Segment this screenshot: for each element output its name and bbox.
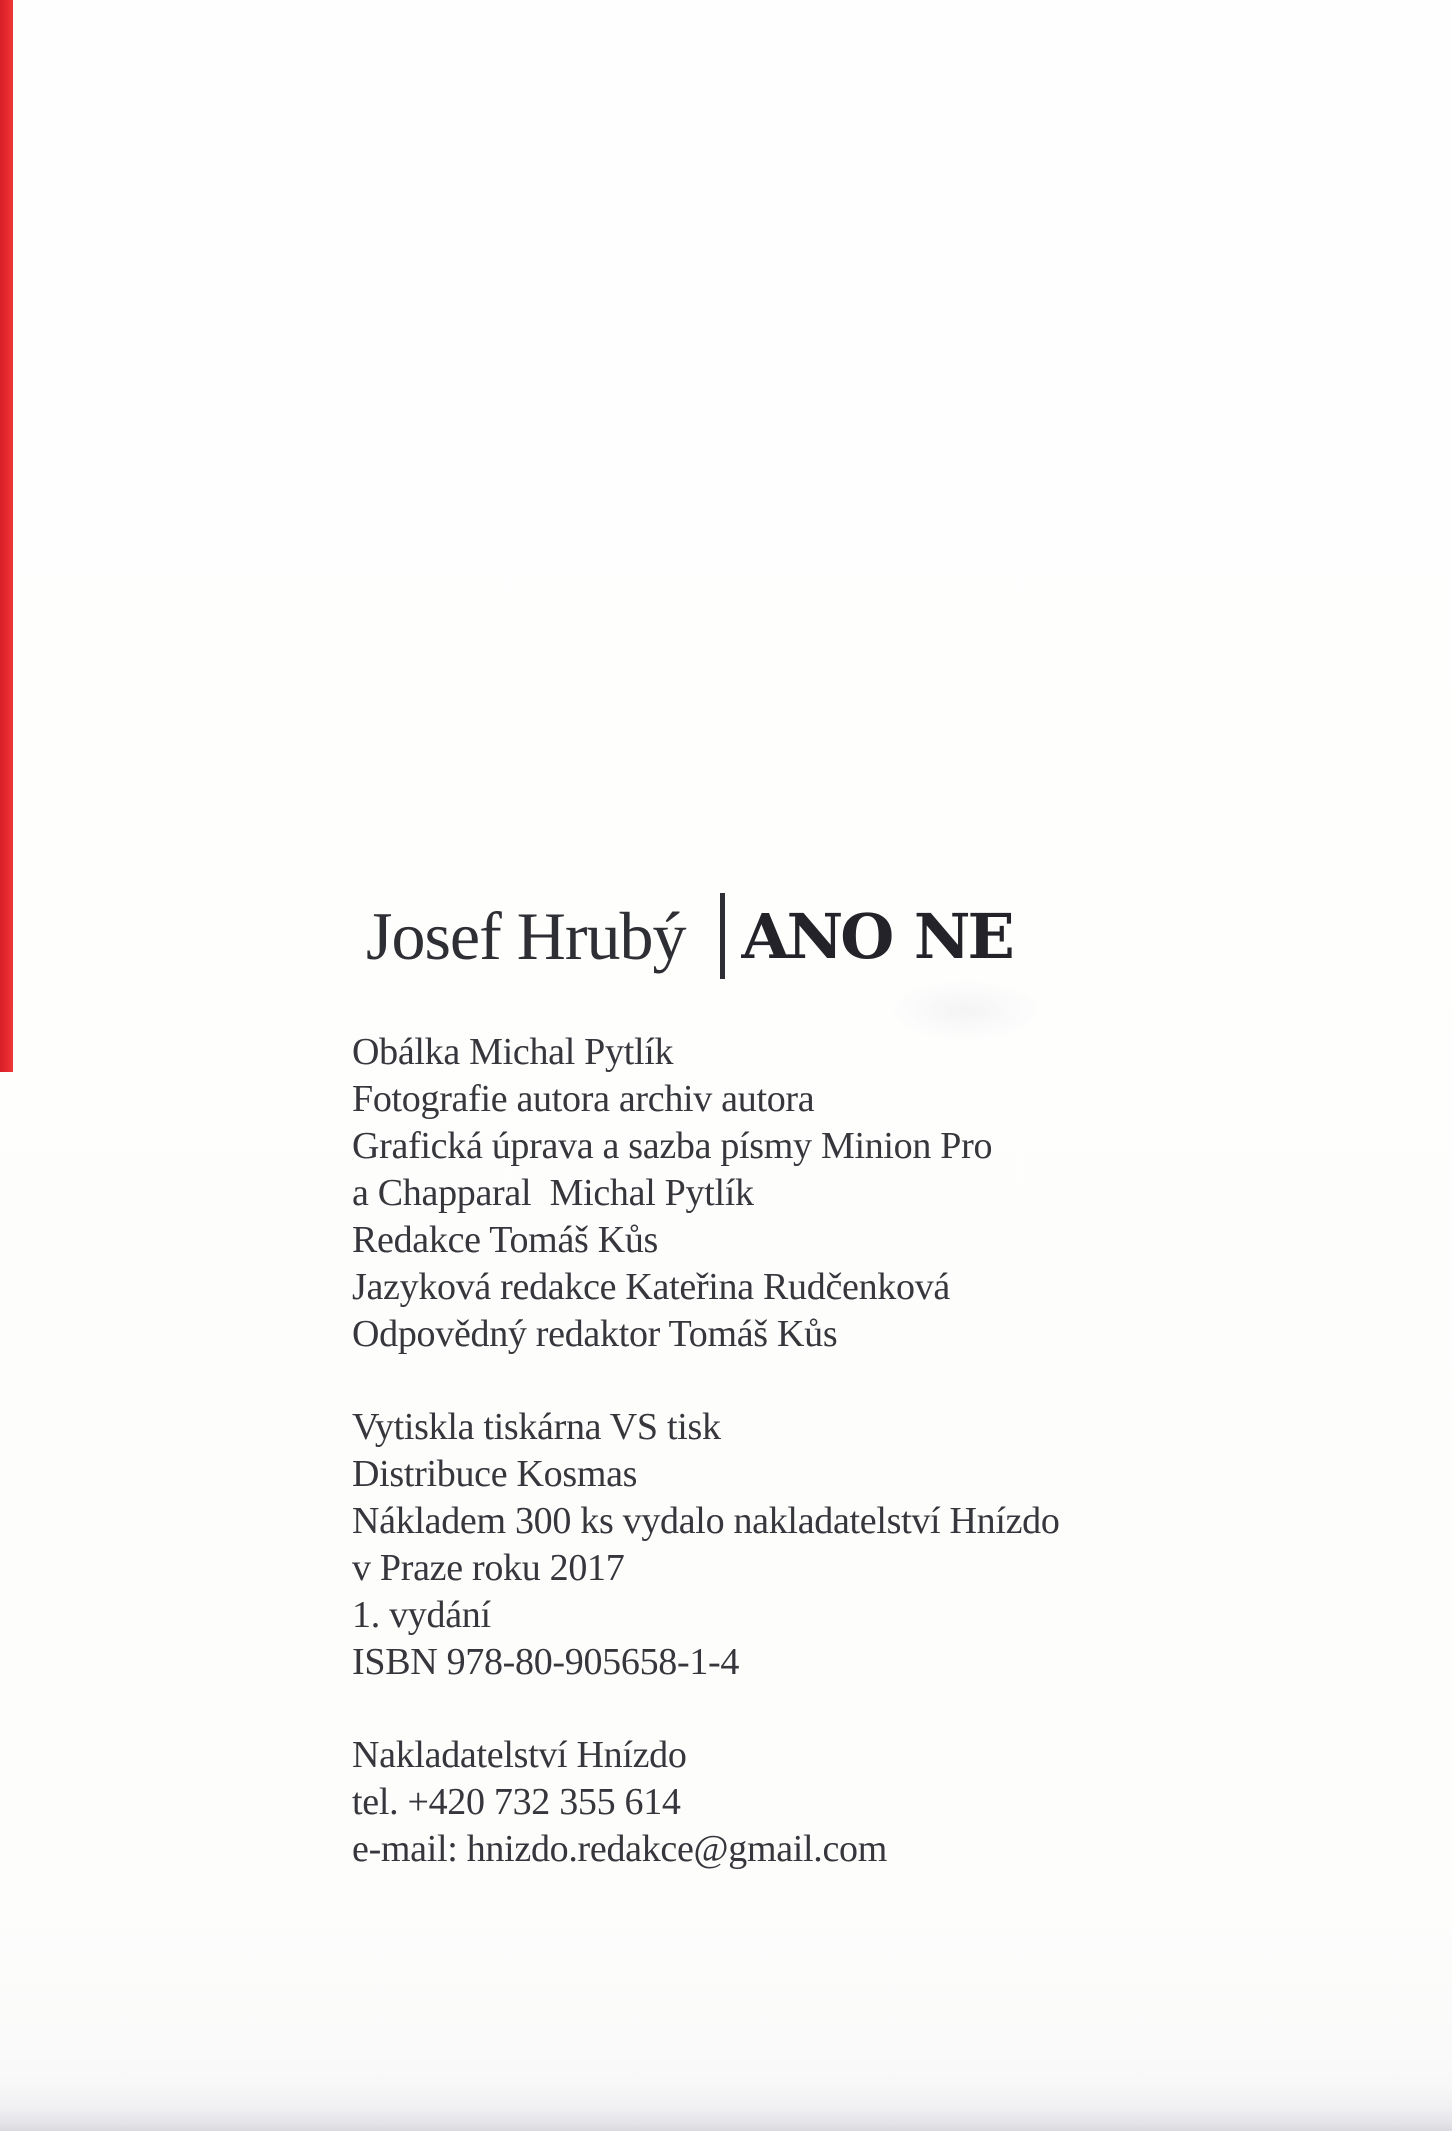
book-author: Josef Hrubý (366, 897, 686, 974)
colophon-line-language-editor: Jazyková redakce Kateřina Rudčenková (352, 1266, 950, 1308)
colophon-line-print-run: Nákladem 300 ks vydalo nakladatelství Hnízdo (352, 1500, 1060, 1542)
colophon-line-printer: Vytiskla tiskárna VS tisk (352, 1406, 721, 1448)
publisher-email: e-mail: hnizdo.redakce@gmail.com (352, 1828, 888, 1870)
colophon-line-typeset-1: Grafická úprava a sazba písmy Minion Pro (352, 1125, 993, 1167)
red-cover-edge-strip (0, 0, 13, 1072)
colophon-line-distribution: Distribuce Kosmas (352, 1453, 638, 1495)
colophon-line-place-year: v Praze roku 2017 (352, 1547, 625, 1589)
colophon-line-typeset-2: a Chapparal Michal Pytlík (352, 1172, 754, 1214)
colophon-line-responsible-editor: Odpovědný redaktor Tomáš Kůs (352, 1313, 838, 1355)
colophon-line-editor: Redakce Tomáš Kůs (352, 1219, 659, 1261)
publisher-phone: tel. +420 732 355 614 (352, 1781, 681, 1823)
colophon-line-isbn: ISBN 978-80-905658-1-4 (352, 1641, 740, 1683)
scan-bottom-edge-shadow (0, 2083, 1452, 2131)
colophon-line-photo: Fotografie autora archiv autora (352, 1078, 815, 1120)
book-title: ANO NE (741, 899, 1012, 973)
colophon-line-edition: 1. vydání (352, 1594, 491, 1636)
colophon-line-cover: Obálka Michal Pytlík (352, 1031, 674, 1073)
colophon-credits-block (352, 1029, 992, 1358)
publisher-contact-block (352, 1732, 887, 1873)
scan-smudge (890, 980, 1040, 1040)
title-divider-bar (720, 893, 725, 979)
book-title-row (366, 886, 1012, 986)
publisher-name: Nakladatelství Hnízdo (352, 1734, 687, 1776)
colophon-print-block (352, 1404, 1060, 1686)
